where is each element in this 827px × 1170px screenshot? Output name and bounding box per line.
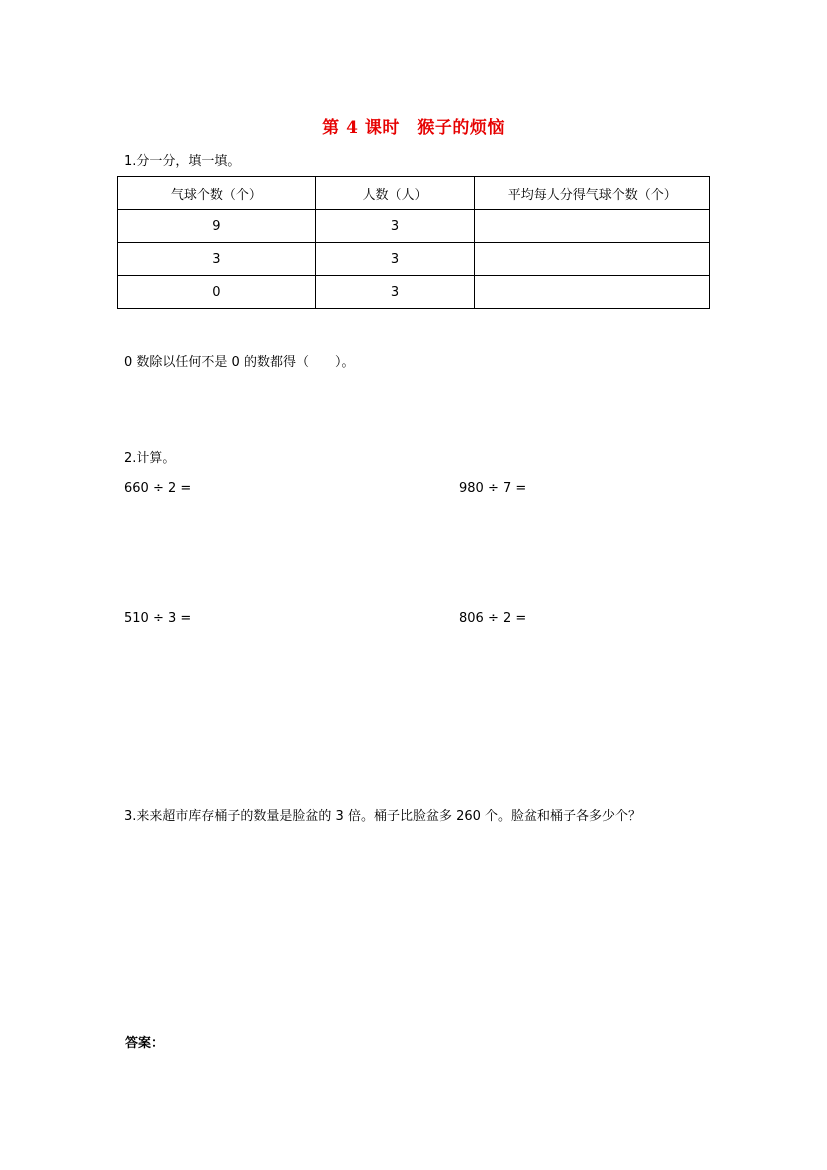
question-2-prompt: 2.计算。 <box>124 451 176 466</box>
table-header-row <box>118 177 710 210</box>
answer-cell[interactable] <box>475 210 710 243</box>
table-row <box>118 276 710 309</box>
table-cell: 3 <box>315 276 475 309</box>
table-header-per-person: 平均每人分得气球个数（个） <box>475 177 710 210</box>
answer-cell[interactable] <box>475 243 710 276</box>
answer-cell[interactable] <box>475 276 710 309</box>
zero-division-statement: 0 数除以任何不是 0 的数都得（ ）。 <box>124 355 355 370</box>
page-title: 第 4 课时 猴子的烦恼 <box>322 118 505 138</box>
table-cell: 3 <box>315 243 475 276</box>
table-row <box>118 243 710 276</box>
calc-problem-2: 980 ÷ 7 = <box>459 481 527 496</box>
table-cell: 3 <box>118 243 316 276</box>
table-cell: 0 <box>118 276 316 309</box>
table-cell: 9 <box>118 210 316 243</box>
table-row <box>118 210 710 243</box>
question-3-prompt: 3.来来超市库存桶子的数量是脸盆的 3 倍。桶子比脸盆多 260 个。脸盆和桶子各多少个？ <box>124 809 642 824</box>
table-header-people: 人数（人） <box>315 177 475 210</box>
question-1-prompt: 1.分一分，填一填。 <box>124 154 241 169</box>
answer-heading: 答案： <box>125 1036 165 1051</box>
balloon-table <box>117 176 710 309</box>
calc-problem-3: 510 ÷ 3 = <box>124 611 192 626</box>
table-cell: 3 <box>315 210 475 243</box>
table-header-balloons: 气球个数（个） <box>118 177 316 210</box>
calc-problem-1: 660 ÷ 2 = <box>124 481 192 496</box>
calc-problem-4: 806 ÷ 2 = <box>459 611 527 626</box>
